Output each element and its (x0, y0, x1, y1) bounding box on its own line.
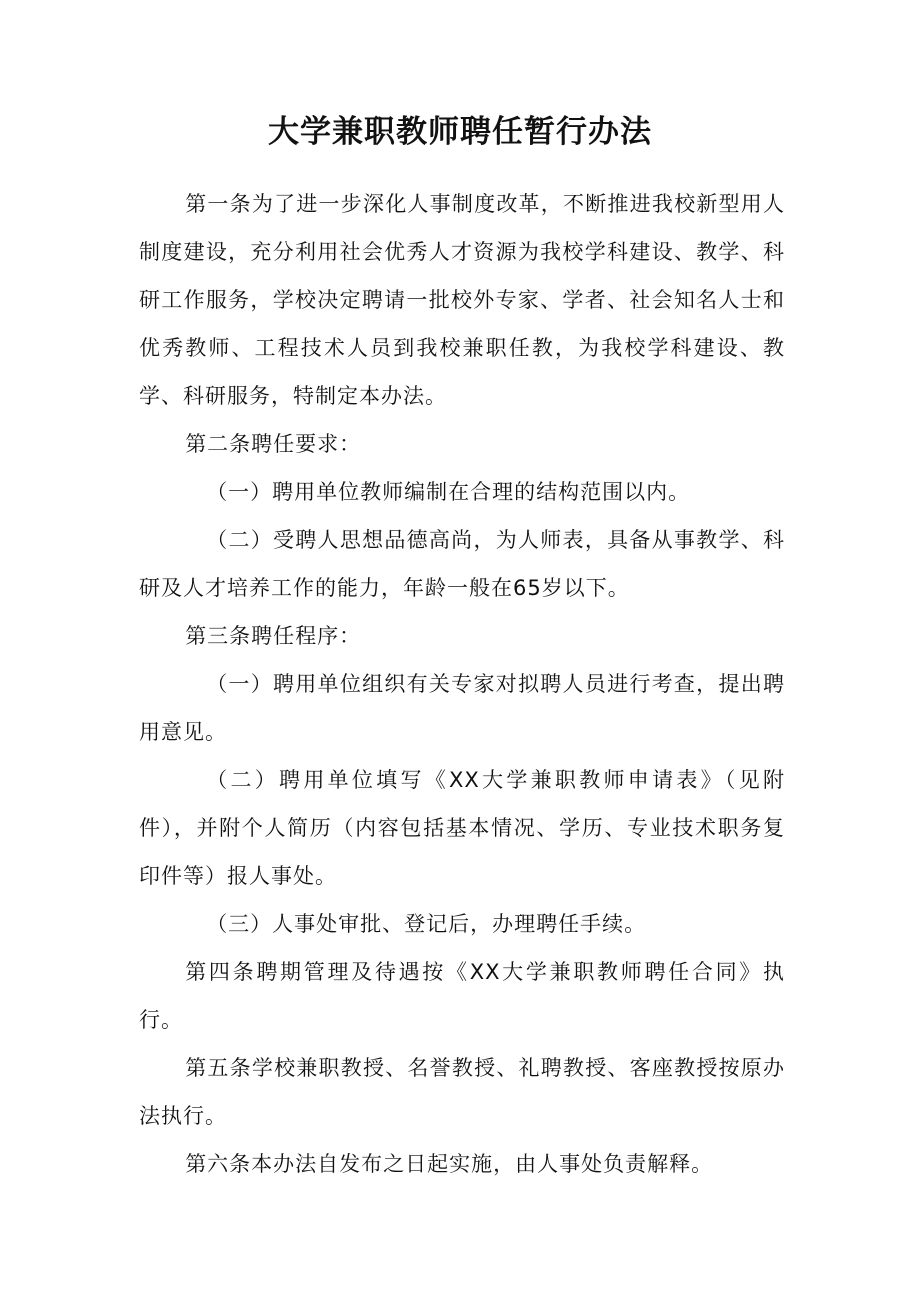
article-1-paragraph: 第一条为了进一步深化人事制度改革，不断推进我校新型用人制度建设，充分利用社会优秀人才资源为我校学科建设、教学、科研工作服务，学校决定聘请一批校外专家、学者、社会知名人士和优秀教师、工程技术人员到我校兼职任教，为我校学科建设、教学、科研服务，特制定本办法。 (139, 192, 785, 408)
article-3-item-2: （二）聘用单位填写《XX大学兼职教师申请表》（见附件），并附个人简历（内容包括基本情况、学历、专业技术职务复印件等）报人事处。 (139, 768, 785, 888)
article-2-item-2: （二）受聘人思想品德高尚，为人师表，具备从事教学、科研及人才培养工作的能力，年龄一般在65岁以下。 (139, 528, 785, 600)
article-3-item-3: （三）人事处审批、登记后，办理聘任手续。 (206, 912, 647, 936)
article-2-heading: 第二条聘任要求： (185, 432, 362, 456)
article-6-paragraph: 第六条本办法自发布之日起实施，由人事处负责解释。 (185, 1152, 714, 1176)
document-title: 大学兼职教师聘任暂行办法 (268, 114, 652, 150)
article-3-heading: 第三条聘任程序： (185, 624, 362, 648)
article-2-item-1: （一）聘用单位教师编制在合理的结构范围以内。 (206, 480, 691, 504)
article-3-item-1: （一）聘用单位组织有关专家对拟聘人员进行考查，提出聘用意见。 (139, 672, 785, 744)
document-body (139, 180, 785, 1188)
article-5-paragraph: 第五条学校兼职教授、名誉教授、礼聘教授、客座教授按原办法执行。 (139, 1056, 785, 1128)
article-4-paragraph: 第四条聘期管理及待遇按《XX大学兼职教师聘任合同》执行。 (139, 960, 785, 1032)
